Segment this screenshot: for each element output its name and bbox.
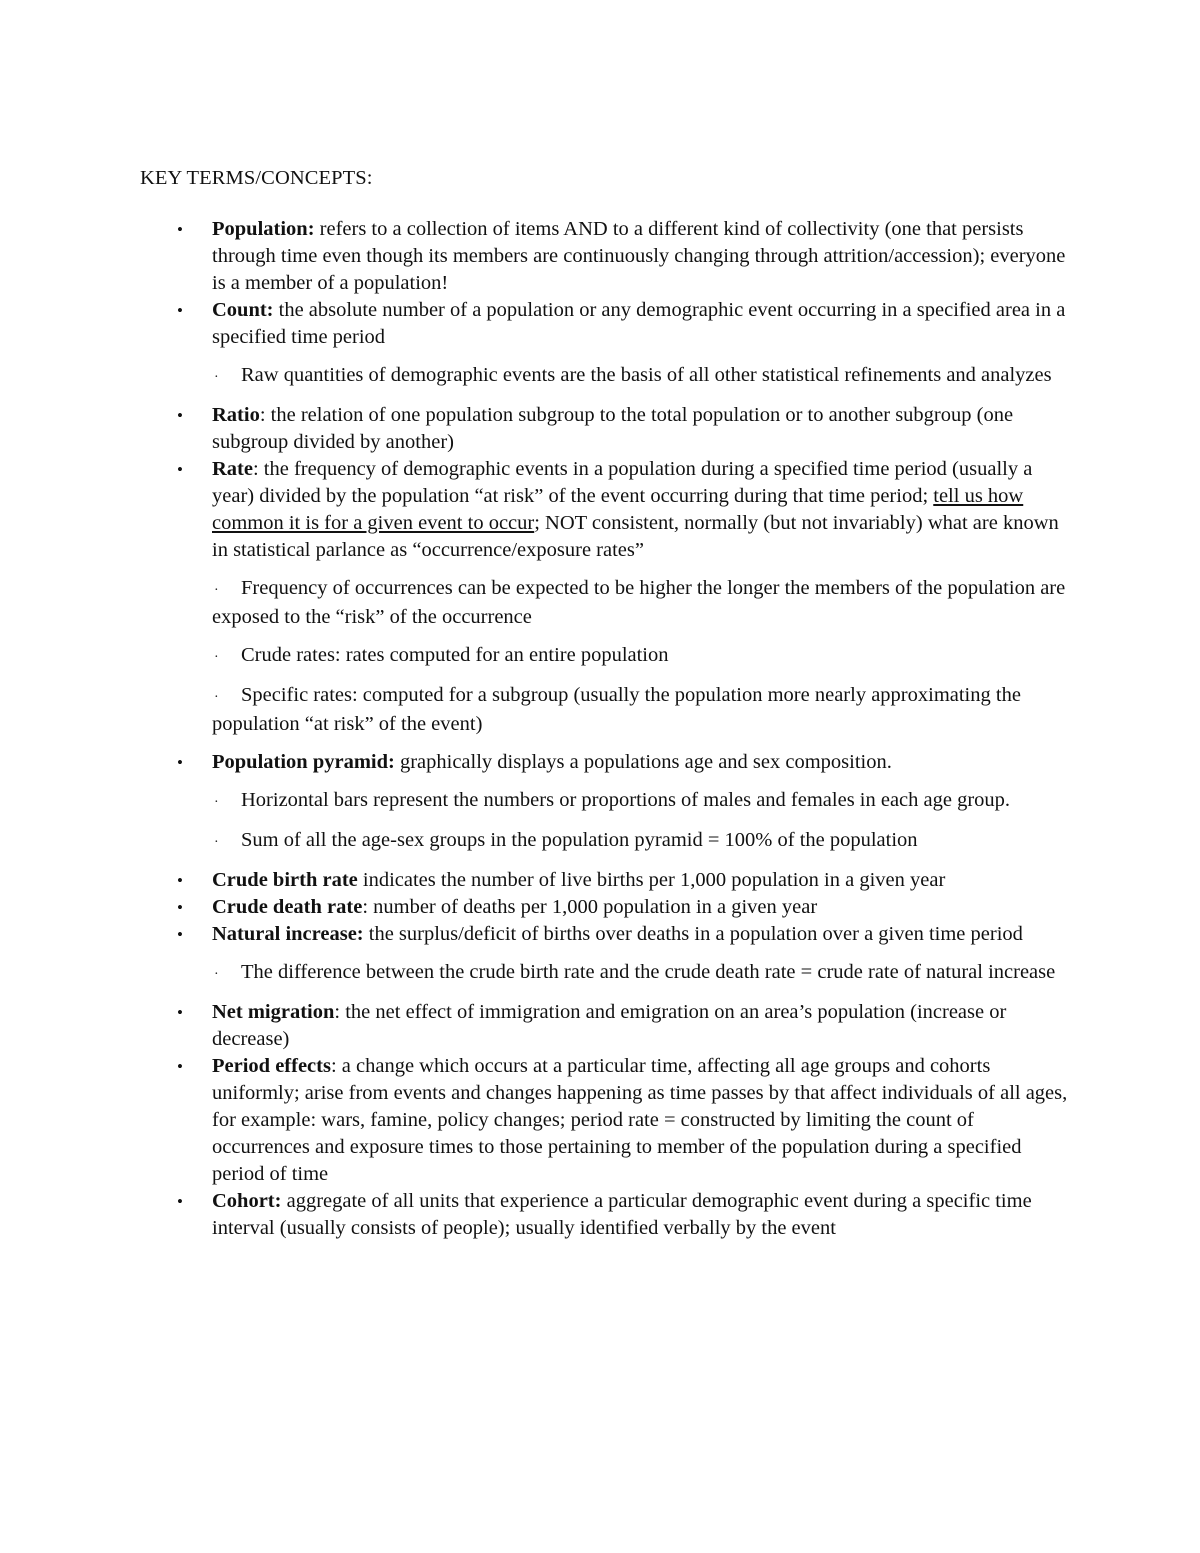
sub-point-text: Crude rates: rates computed for an entire population (241, 644, 669, 666)
definition-text: : the frequency of demographic events in a population during a specified time period (usually a year) divided by the population “at risk” of the event occurring during that time period; (212, 458, 1033, 507)
term-name: Rate (212, 458, 253, 480)
sub-point-text: Specific rates: computed for a subgroup (usually the population more nearly approximating the population “at risk” of the event) (212, 684, 1021, 735)
term-definition: refers to a collection of items AND to a different kind of collectivity (one that persists through time even though its members are continuously changing through attrition/accession); everyone is a member of a population! (212, 218, 1066, 294)
bullet-icon: • (177, 898, 183, 917)
term-definition: the absolute number of a population or any demographic event occurring in a specified area in a specified time period (212, 299, 1066, 348)
bullet-icon: • (177, 301, 183, 320)
term-name: Population: (212, 218, 315, 240)
sub-bullet-icon: · (214, 370, 219, 385)
sub-point (212, 362, 1072, 391)
term-name: Count: (212, 299, 274, 321)
bullet-icon: • (177, 1057, 183, 1076)
definition-underlined-text: tell us how common it is for a given event to occur (212, 485, 1024, 534)
sub-point-text: The difference between the crude birth rate and the crude death rate = crude rate of natural increase (241, 961, 1056, 983)
term-item-ratio (177, 402, 1072, 456)
sub-point-text: Sum of all the age-sex groups in the population pyramid = 100% of the population (241, 829, 918, 851)
term-name: Natural increase: (212, 923, 364, 945)
bullet-icon: • (177, 753, 183, 772)
term-name: Population pyramid: (212, 751, 395, 773)
term-item-natural-increase (177, 921, 1072, 988)
term-definition: indicates the number of live births per 1,000 population in a given year (357, 869, 946, 891)
term-definition: : a change which occurs at a particular time, affecting all age groups and cohorts uniformly; arise from events and changes happening as time passes by that affect individuals of all ages, for example: wars, famine, policy changes; period rate = constructed by limiting the count of occurrences and exposure times to those pertaining to member of the population during a specified period of time (212, 1055, 1068, 1185)
sub-point-list (212, 575, 1072, 738)
bullet-icon: • (177, 460, 183, 479)
key-terms-list (177, 216, 1072, 1242)
term-item-period-effects (177, 1053, 1072, 1188)
sub-point-list (212, 362, 1072, 391)
term-definition: : number of deaths per 1,000 population in a given year (362, 896, 818, 918)
sub-point-list (212, 959, 1072, 988)
bullet-icon: • (177, 406, 183, 425)
term-definition: : the relation of one population subgroup to the total population or to another subgroup (one subgroup divided by another) (212, 404, 1014, 453)
sub-point-text: Raw quantities of demographic events are the basis of all other statistical refinements and analyzes (241, 364, 1052, 386)
bullet-icon: • (177, 1003, 183, 1022)
sub-point (212, 827, 1072, 856)
sub-bullet-icon: · (214, 650, 219, 665)
term-item-cohort (177, 1188, 1072, 1242)
sub-bullet-icon: · (214, 795, 219, 810)
sub-point-text: Horizontal bars represent the numbers or proportions of males and females in each age group. (241, 789, 1011, 811)
term-item-count (177, 297, 1072, 391)
term-definition: the surplus/deficit of births over deaths in a population over a given time period (363, 923, 1023, 945)
sub-bullet-icon: · (214, 690, 219, 705)
term-item-crude-birth-rate (177, 867, 1072, 894)
bullet-icon: • (177, 220, 183, 239)
term-definition: : the net effect of immigration and emigration on an area’s population (increase or decrease) (212, 1001, 1007, 1050)
term-item-rate (177, 456, 1072, 738)
term-definition: graphically displays a populations age and sex composition. (394, 751, 892, 773)
bullet-icon: • (177, 925, 183, 944)
sub-bullet-icon: · (214, 967, 219, 982)
sub-point (212, 575, 1072, 631)
term-definition: aggregate of all units that experience a particular demographic event during a specific time interval (usually consists of people); usually identified verbally by the event (212, 1190, 1032, 1239)
term-name: Period effects (212, 1055, 331, 1077)
term-item-population (177, 216, 1072, 297)
sub-bullet-icon: · (214, 583, 219, 598)
sub-point (212, 959, 1072, 988)
term-item-net-migration (177, 999, 1072, 1053)
sub-point-text: Frequency of occurrences can be expected to be higher the longer the members of the population are exposed to the “risk” of the occurrence (212, 577, 1066, 628)
term-name: Ratio (212, 404, 260, 426)
sub-point (212, 642, 1072, 671)
sub-bullet-icon: · (214, 835, 219, 850)
sub-point (212, 787, 1072, 816)
term-name: Cohort: (212, 1190, 282, 1212)
sub-point-list (212, 787, 1072, 856)
definition-text: ; NOT consistent, normally (but not invariably) what are known in statistical parlance as “occurrence/exposure rates” (212, 512, 1059, 561)
term-definition (212, 458, 1059, 561)
term-name: Net migration (212, 1001, 335, 1023)
term-item-crude-death-rate (177, 894, 1072, 921)
page-heading: KEY TERMS/CONCEPTS: (140, 167, 373, 189)
term-item-population-pyramid (177, 749, 1072, 856)
term-name: Crude death rate (212, 896, 363, 918)
term-name: Crude birth rate (212, 869, 358, 891)
bullet-icon: • (177, 871, 183, 890)
sub-point (212, 682, 1072, 738)
bullet-icon: • (177, 1192, 183, 1211)
